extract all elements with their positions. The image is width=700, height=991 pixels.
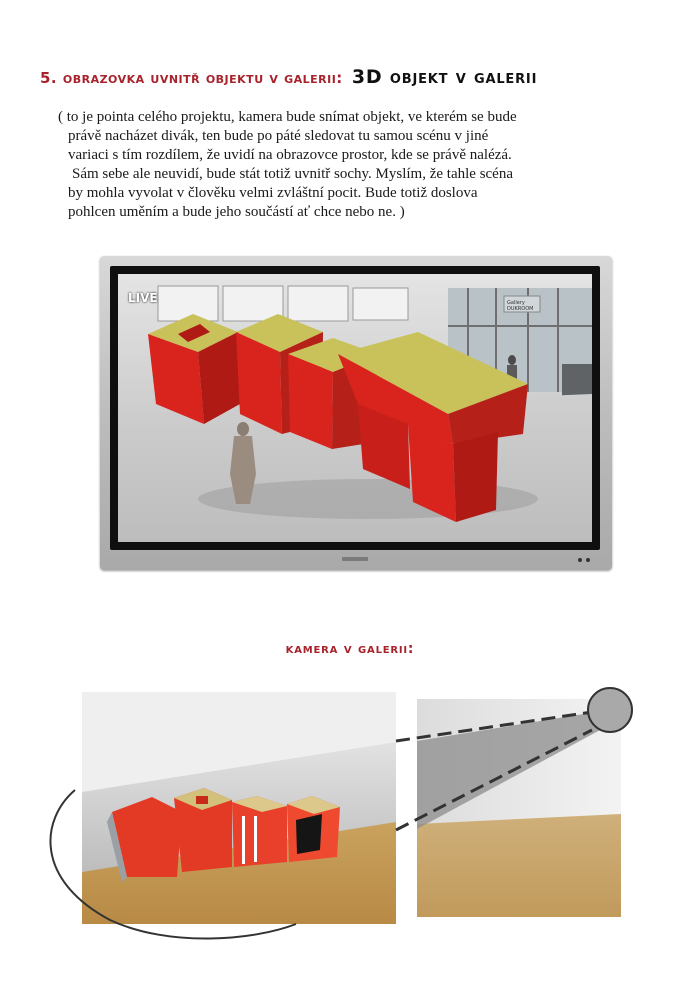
svg-text:DUKROOM: DUKROOM: [507, 306, 534, 312]
tv-indicator-light: [586, 558, 590, 562]
paragraph-line: ( to je pointa celého projektu, kamera bude snímat objekt, ve kterém se bude: [58, 109, 517, 125]
gallery-corner-photo: [417, 699, 621, 917]
live-label: LIVE: [128, 291, 158, 305]
heading-part-2: 3D objekt v galerii: [351, 66, 538, 88]
tv-bezel: [110, 266, 600, 550]
description-paragraph: [58, 108, 688, 222]
heading-part-1: 5. obrazovka uvnitř objektu v galerii:: [40, 69, 343, 87]
tv-brand-logo: [332, 554, 378, 564]
tv-monitor: [100, 256, 612, 570]
section-heading: [40, 66, 537, 88]
svg-text:Gallery: Gallery: [507, 300, 525, 306]
paragraph-line: by mohla vyvolat v člověku velmi zvláštní pocit. Bude totiž doslova: [68, 185, 478, 201]
tv-screen: [118, 274, 592, 542]
paragraph-line: právě nacházet divák, ten bude po páté sledovat tu samou scénu v jiné: [68, 128, 489, 144]
paragraph-line: pohlcen uměním a bude jeho součástí ať chce nebo ne. ): [68, 204, 405, 220]
tv-indicator-light: [578, 558, 582, 562]
sculpture-model-photo: [82, 692, 396, 924]
paragraph-line: variaci s tím rozdílem, že uvidí na obrazovce prostor, kde se právě nalézá.: [68, 147, 512, 163]
paragraph-line: Sám sebe ale neuvidí, bude stát totiž uvnitř sochy. Myslím, že tahle scéna: [72, 166, 513, 182]
gallery-scene-image: [118, 274, 592, 542]
camera-subheading: kamera v galerii:: [285, 641, 415, 657]
